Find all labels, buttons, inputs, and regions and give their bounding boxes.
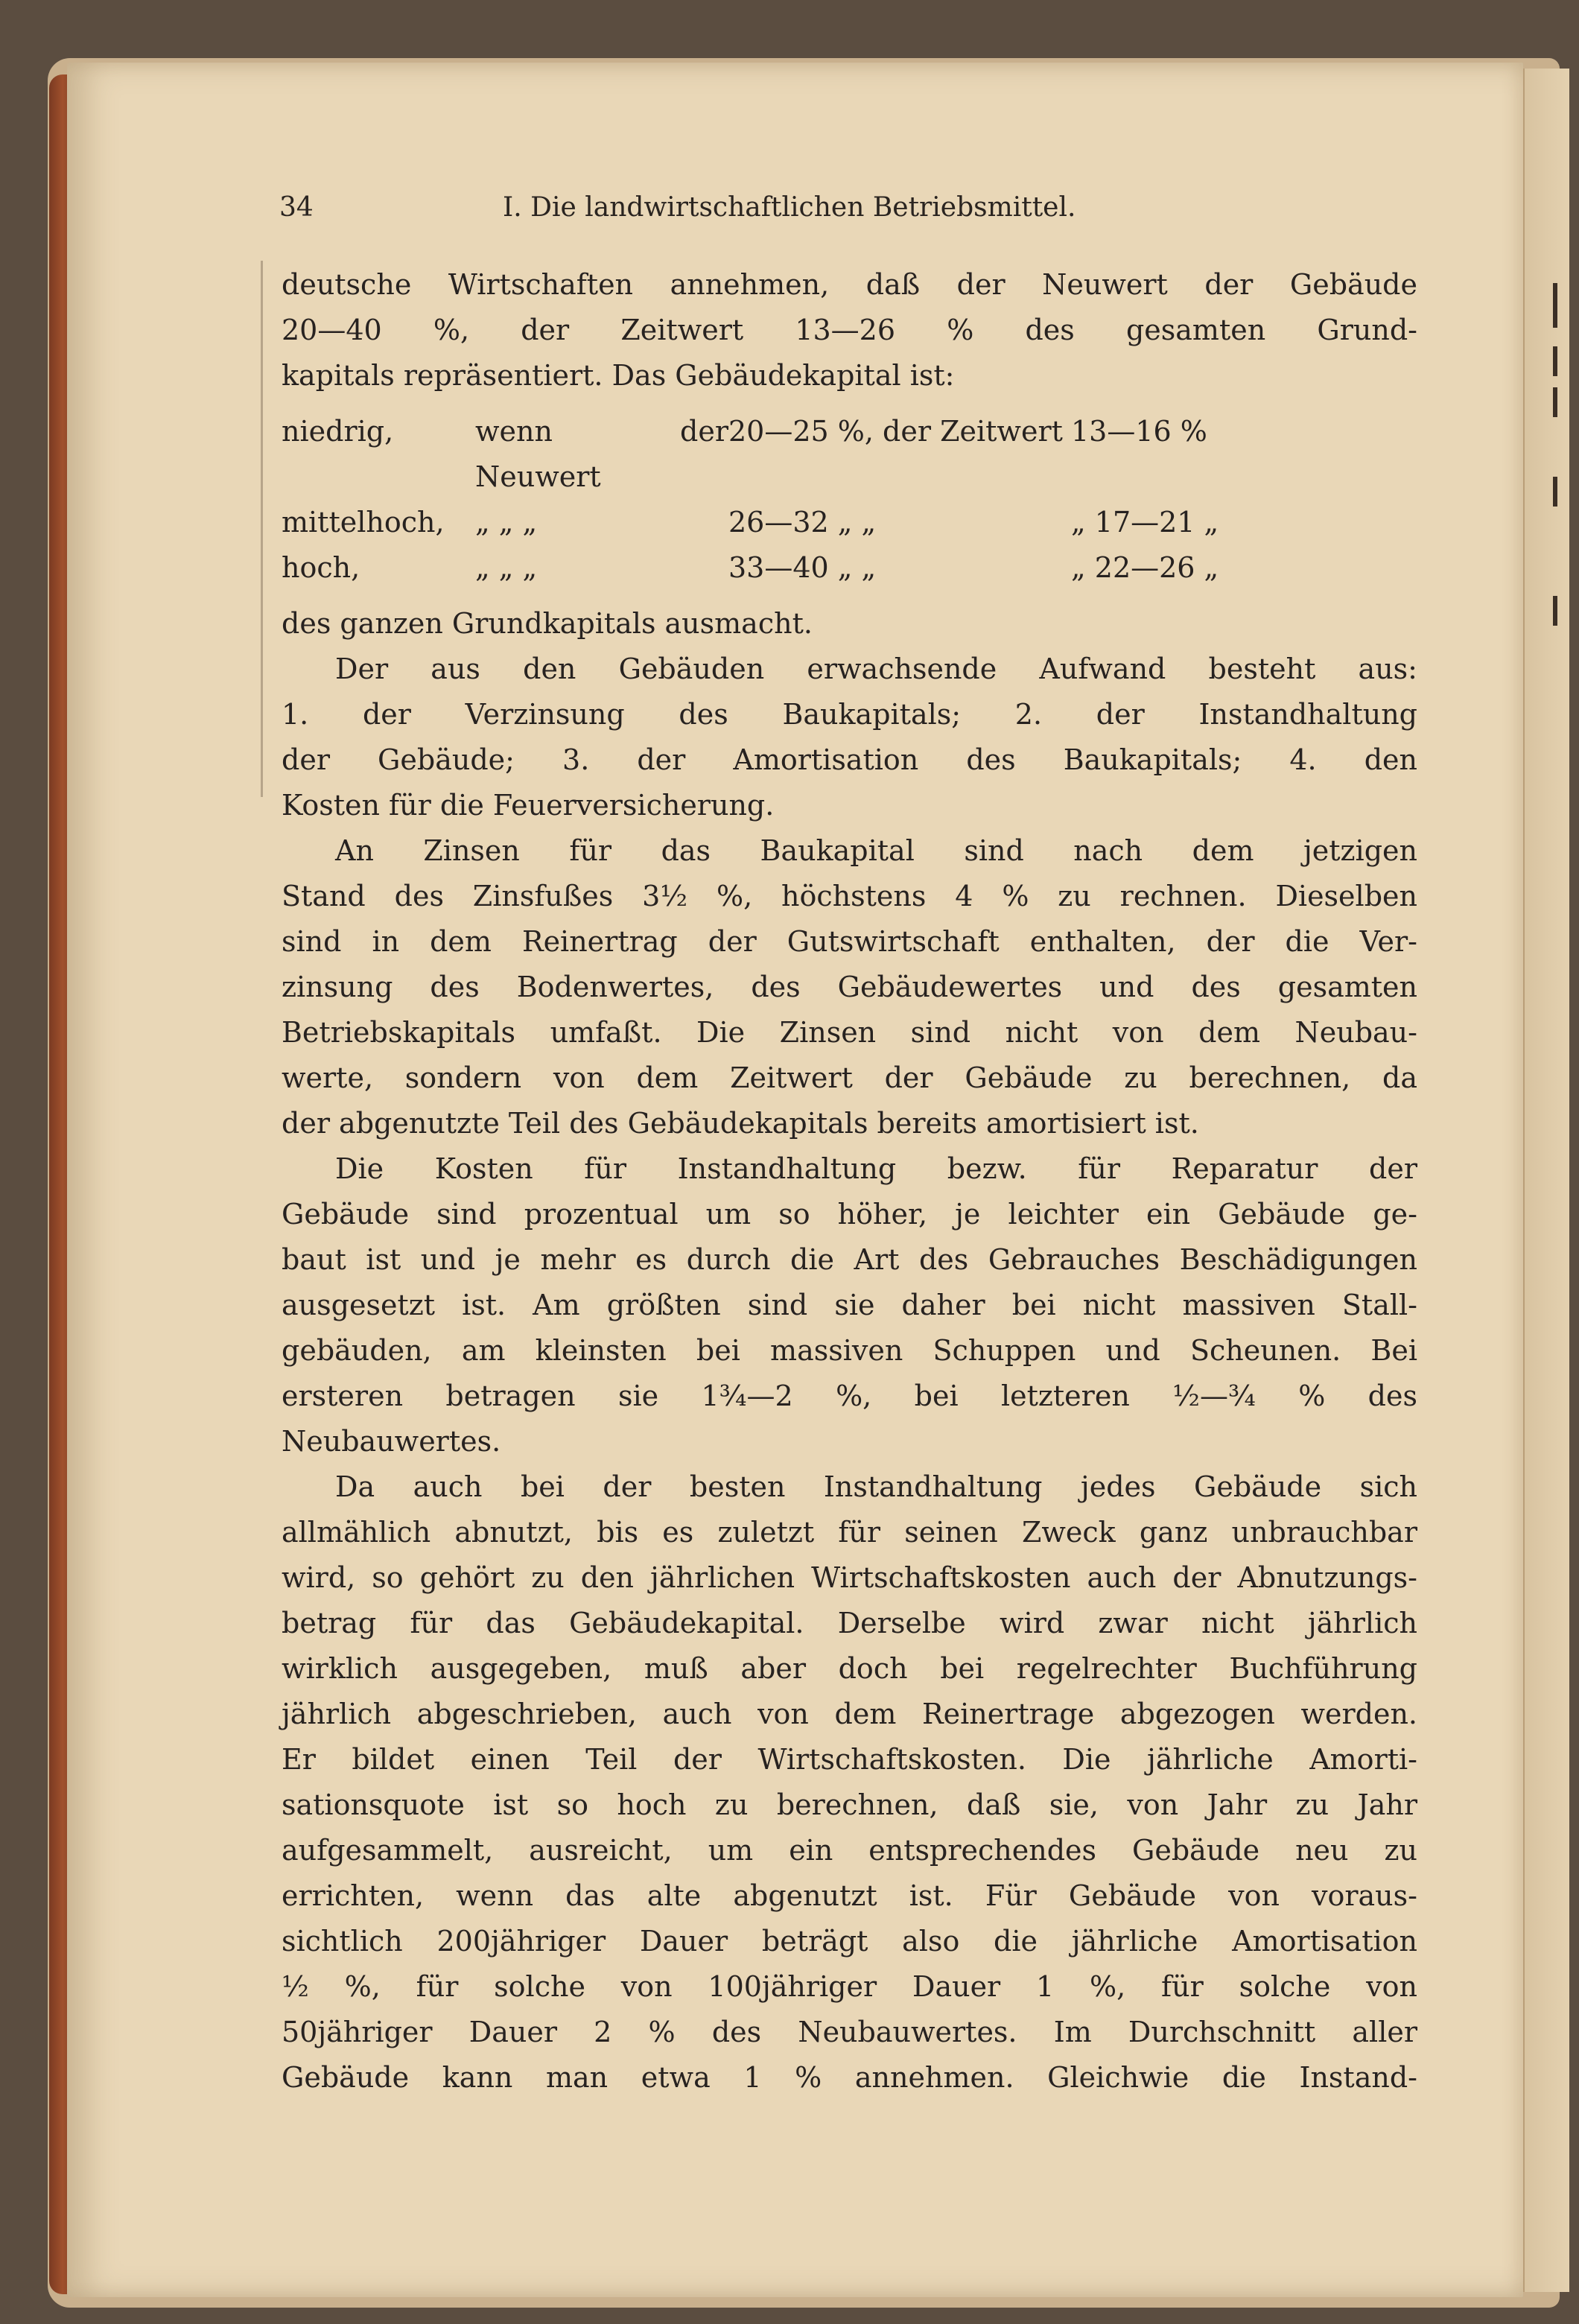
table-cell: 26—32 „ „ (728, 506, 877, 539)
paragraph-line: An Zinsen für das Baukapital sind nach dem jetzigen (335, 834, 1417, 867)
paragraph (282, 1464, 1417, 2101)
table-cell: „ „ „ (475, 551, 538, 584)
paragraph-line: werte, sondern von dem Zeitwert der Gebäude zu berechnen, da (282, 1061, 1417, 1094)
paragraph-line: baut ist und je mehr es durch die Art des Gebrauches Beschädigungen (282, 1243, 1417, 1276)
table-cell (1294, 500, 1443, 545)
table-cell: 13—16 % (1071, 415, 1207, 448)
page-body (282, 262, 1417, 2101)
paragraph-line: Kosten für die Feuerversicherung. (282, 789, 775, 822)
paragraph-line: allmählich abnutzt, bis es zuletzt für seinen Zweck ganz unbrauchbar (282, 1516, 1417, 1549)
table-cell: niedrig, (282, 415, 394, 448)
table-cell: wenn der Neuwert (475, 415, 728, 493)
margin-pencil-mark (261, 261, 263, 797)
paragraph-line: wirklich ausgegeben, muß aber doch bei regelrechter Buchführung (282, 1652, 1417, 1685)
table-continuation: des ganzen Grundkapitals ausmacht. (282, 607, 813, 640)
page-header (279, 192, 1322, 229)
paragraph-line: gebäuden, am kleinsten bei massiven Schuppen und Scheunen. Bei (282, 1334, 1417, 1367)
bleed-through-glyph (1553, 477, 1557, 507)
paragraph-line: Er bildet einen Teil der Wirtschaftskosten. Die jährliche Amorti- (282, 1743, 1417, 1776)
paragraph-line: Die Kosten für Instandhaltung bezw. für Reparatur der (335, 1152, 1417, 1185)
paragraph-line: Stand des Zinsfußes 3½ %, höchstens 4 % zu rechnen. Dieselben (282, 880, 1417, 912)
table-cell: „ 22—26 „ (1071, 551, 1219, 584)
paragraph (282, 1146, 1417, 1464)
bleed-through-glyph (1553, 283, 1557, 328)
page-number: 34 (279, 192, 314, 223)
intro-line: kapitals repräsentiert. Das Gebäudekapital ist: (282, 359, 955, 392)
paragraph-line: betrag für das Gebäudekapital. Derselbe wird zwar nicht jährlich (282, 1607, 1417, 1639)
paragraph-line: sind in dem Reinertrag der Gutswirtschaft enthalten, der die Ver- (282, 925, 1417, 958)
intro-paragraph (282, 262, 1417, 399)
paragraph-line: Gebäude sind prozentual um so höher, je leichter ein Gebäude ge- (282, 1198, 1417, 1231)
table-cell (1294, 409, 1443, 500)
paragraph (282, 647, 1417, 828)
intro-line: deutsche Wirtschaften annehmen, daß der Neuwert der Gebäude (282, 268, 1417, 301)
value-table (282, 409, 1417, 591)
paragraph-line: Der aus den Gebäuden erwachsende Aufwand besteht aus: (335, 653, 1417, 685)
bleed-through-glyph (1553, 596, 1557, 626)
paragraph-line: errichten, wenn das alte abgenutzt ist. Für Gebäude von voraus- (282, 1879, 1417, 1912)
body-paragraphs (282, 647, 1417, 2101)
paragraph-line: sationsquote ist so hoch zu berechnen, daß sie, von Jahr zu Jahr (282, 1788, 1417, 1821)
table-cell: „ „ „ (475, 506, 538, 539)
table-cell: hoch, (282, 551, 360, 584)
paragraph-line: sichtlich 200jähriger Dauer beträgt also die jährliche Amortisation (282, 1925, 1417, 1958)
paragraph-line: wird, so gehört zu den jährlichen Wirtschaftskosten auch der Abnutzungs- (282, 1561, 1417, 1594)
paragraph-line: ausgesetzt ist. Am größten sind sie daher bei nicht massiven Stall- (282, 1289, 1417, 1321)
paragraph-line: der abgenutzte Teil des Gebäudekapitals bereits amortisiert ist. (282, 1107, 1199, 1140)
paragraph-line: der Gebäude; 3. der Amortisation des Baukapitals; 4. den (282, 743, 1417, 776)
paragraph-line: ersteren betragen sie 1¾—2 %, bei letzteren ½—¾ % des (282, 1380, 1417, 1412)
table-cell: 20—25 %, der Zeitwert (728, 415, 1063, 448)
next-page-edge (1523, 69, 1569, 2292)
running-head: I. Die landwirtschaftlichen Betriebsmittel. (503, 192, 1076, 223)
paragraph-line: Da auch bei der besten Instandhaltung jedes Gebäude sich (335, 1470, 1417, 1503)
paragraph-line: 50jähriger Dauer 2 % des Neubauwertes. Im Durchschnitt aller (282, 2016, 1417, 2048)
paragraph-line: zinsung des Bodenwertes, des Gebäudewertes und des gesamten (282, 971, 1417, 1003)
paragraph-line: ½ %, für solche von 100jähriger Dauer 1 %, für solche von (282, 1970, 1417, 2003)
bleed-through-glyph (1553, 387, 1557, 417)
table-cell: „ 17—21 „ (1071, 506, 1219, 539)
paragraph-line: Betriebskapitals umfaßt. Die Zinsen sind nicht von dem Neubau- (282, 1016, 1417, 1049)
paragraph-line: 1. der Verzinsung des Baukapitals; 2. der Instandhaltung (282, 698, 1417, 731)
intro-line: 20—40 %, der Zeitwert 13—26 % des gesamten Grund- (282, 314, 1417, 346)
table-cell: 33—40 „ „ (728, 551, 877, 584)
paragraph-line: jährlich abgeschrieben, auch von dem Reinertrage abgezogen werden. (282, 1698, 1417, 1730)
table-cell (1294, 545, 1443, 591)
paragraph-line: aufgesammelt, ausreicht, um ein entsprechendes Gebäude neu zu (282, 1834, 1417, 1867)
table-cell: mittelhoch, (282, 506, 445, 539)
bleed-through-glyph (1553, 346, 1557, 376)
paragraph-line: Neubauwertes. (282, 1425, 501, 1458)
paragraph-line: Gebäude kann man etwa 1 % annehmen. Gleichwie die Instand- (282, 2061, 1417, 2094)
paragraph (282, 828, 1417, 1146)
